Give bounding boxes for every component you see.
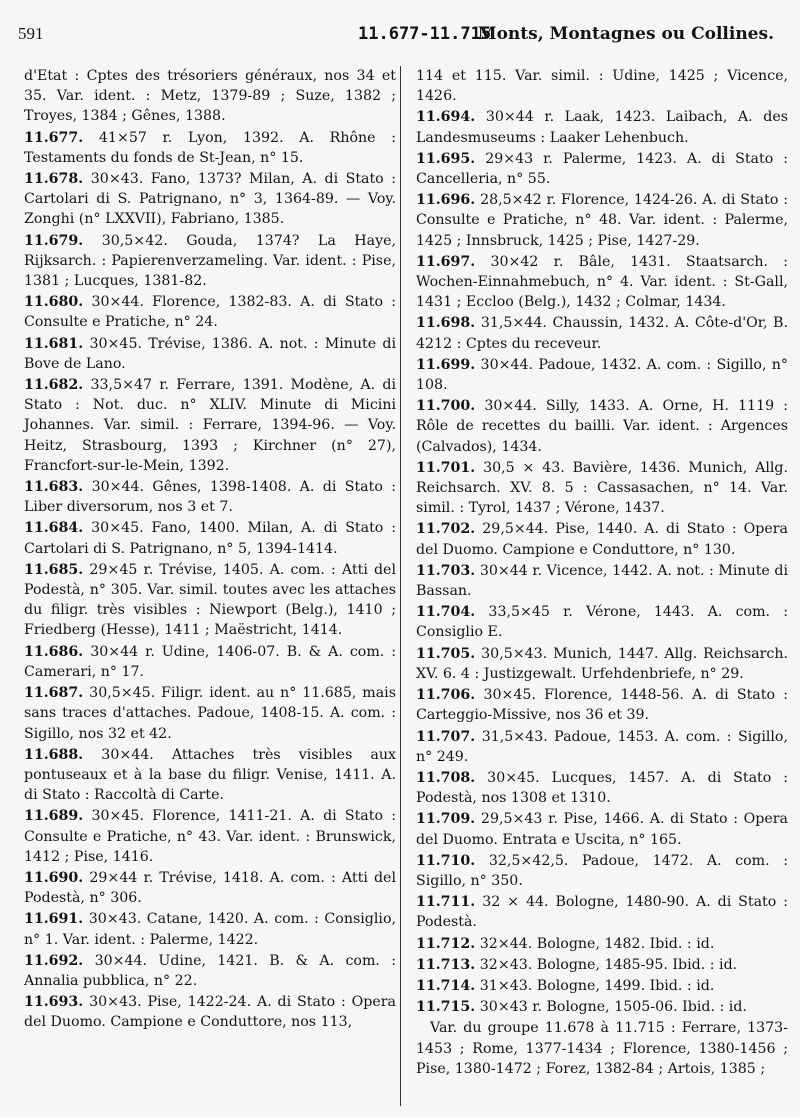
catalog-entry: [416, 976, 788, 996]
entry-number: 11.678.: [24, 171, 84, 188]
catalog-entry: [416, 107, 788, 147]
catalog-entry: [416, 561, 788, 601]
catalog-entry: [24, 375, 396, 476]
catalog-entry: [416, 149, 788, 189]
catalog-entry: [24, 128, 396, 168]
catalog-entry: [24, 951, 396, 991]
entry-text: 32,5×42,5. Padoue, 1472. A. com. : Sigillo, n° 350.: [416, 852, 788, 889]
entry-number: 11.697.: [416, 253, 476, 270]
catalog-entry: [24, 518, 396, 558]
entry-text: Var. du groupe 11.678 à 11.715 : Ferrare, 1373-1453 ; Rome, 1377-1434 ; Florence, 1380-1456 ; Pise, 1380-1472 ; Forez, 1382-84 ; Artois, 1385 ;: [416, 1020, 788, 1077]
entry-text: 32×43. Bologne, 1485-95. Ibid. : id.: [479, 956, 738, 973]
entry-number: 11.696.: [416, 192, 476, 209]
entry-text: 33,5×47 r. Ferrare, 1391. Modène, A. di Stato : Not. duc. n° XLIV. Minute di Micini Johannes. Var. simil. : Ferrare, 1394-96. — Voy. Heitz, Strasbourg, 1393 ; Kirchner (n° 27), Francfort-sur-le-Mein, 1392.: [24, 377, 396, 474]
catalog-entry: [24, 642, 396, 682]
catalog-entry: [24, 66, 396, 127]
entry-text: 30,5×45. Filigr. ident. au n° 11.685, mais sans traces d'attaches. Padoue, 1408-15. A. com. : Sigillo, nos 32 et 42.: [24, 685, 396, 742]
entry-text: 30×44 r. Laak, 1423. Laibach, A. des Landesmuseums : Laaker Lehenbuch.: [416, 109, 788, 146]
entry-number: 11.681.: [24, 335, 84, 352]
entry-number: 11.710.: [416, 852, 476, 869]
entry-text: 30×44 r. Udine, 1406-07. B. & A. com. : Camerari, n° 17.: [24, 643, 396, 680]
entry-text: 30×43. Catane, 1420. A. com. : Consiglio, n° 1. Var. ident. : Palerme, 1422.: [24, 911, 396, 948]
entry-number: 11.711.: [416, 894, 476, 911]
entry-number: 11.693.: [24, 994, 84, 1011]
catalog-entry: [416, 851, 788, 891]
catalog-entry: [416, 685, 788, 725]
entry-number: 11.692.: [24, 952, 84, 969]
catalog-entry: [24, 231, 396, 292]
entry-number: 11.680.: [24, 294, 84, 311]
catalog-entry: [416, 727, 788, 767]
entry-text: 32 × 44. Bologne, 1480-90. A. di Stato : Podestà.: [416, 894, 789, 931]
entry-number: 11.685.: [24, 561, 84, 578]
entry-text: 30×44. Silly, 1433. A. Orne, H. 1119 : Rôle de recettes du bailli. Var. ident. : Argences (Calvados), 1434.: [416, 398, 789, 455]
catalog-entry: [24, 560, 396, 641]
catalog-entry: [416, 644, 788, 684]
entry-number: 11.702.: [416, 521, 476, 538]
entry-number: 11.705.: [416, 645, 476, 662]
entry-text: 30×43. Pise, 1422-24. A. di Stato : Opera del Duomo. Campione e Conduttore, nos 113,: [24, 994, 397, 1031]
entry-number: 11.712.: [416, 935, 476, 952]
entry-number: 11.694.: [416, 109, 476, 126]
entry-text: 30×44. Florence, 1382-83. A. di Stato : Consulte e Pratiche, n° 24.: [24, 294, 396, 331]
entry-number: 11.715.: [416, 999, 476, 1016]
entry-text: 30×45. Trévise, 1386. A. not. : Minute di Bove de Lano.: [24, 335, 396, 372]
catalog-entry: [416, 1018, 788, 1079]
entry-text: 41×57 r. Lyon, 1392. A. Rhône : Testaments du fonds de St-Jean, n° 15.: [24, 129, 396, 166]
entry-text: 31×43. Bologne, 1499. Ibid. : id.: [479, 977, 715, 994]
entry-text: 30×44. Udine, 1421. B. & A. com. : Annalia pubblica, n° 22.: [24, 952, 396, 989]
entry-text: 31,5×43. Padoue, 1453. A. com. : Sigillo, n° 249.: [416, 728, 788, 765]
entry-number: 11.695.: [416, 150, 476, 167]
catalog-entry: [416, 355, 788, 395]
entry-text: 30,5×43. Munich, 1447. Allg. Reichsarch. XV. 6. 4 : Justizgewalt. Urfehdenbriefe, n° 29.: [416, 645, 788, 682]
catalog-entry: [416, 602, 788, 642]
catalog-entry: [24, 992, 396, 1032]
right-column: [416, 66, 788, 1080]
entry-text: 30×45. Florence, 1448-56. A. di Stato : Carteggio-Missive, nos 36 et 39.: [416, 687, 788, 724]
entry-text: 28,5×42 r. Florence, 1424-26. A. di Stato : Consulte e Pratiche, n° 48. Var. ident. : Palerme, 1425 ; Innsbruck, 1425 ; Pise, 1427-29.: [416, 192, 788, 249]
entry-number: 11.688.: [24, 746, 84, 763]
entry-number: 11.703.: [416, 562, 476, 579]
catalog-entry: [24, 909, 396, 949]
catalog-entry: [416, 892, 788, 932]
catalog-entry: [416, 955, 788, 975]
catalog-entry: [416, 997, 788, 1017]
entry-number: 11.679.: [24, 232, 84, 249]
entry-text: 30×44 r. Vicence, 1442. A. not. : Minute di Bassan.: [416, 562, 788, 600]
entry-number: 11.704.: [416, 604, 476, 621]
entry-number: 11.682.: [24, 377, 84, 394]
entry-text: 29,5×43 r. Pise, 1466. A. di Stato : Opera del Duomo. Entrata e Uscita, n° 165.: [416, 811, 788, 848]
entry-number: 11.677.: [24, 129, 84, 146]
entry-number: 11.691.: [24, 911, 84, 928]
entry-text: 30×44. Padoue, 1432. A. com. : Sigillo, n° 108.: [416, 356, 788, 394]
catalog-entry: [24, 868, 396, 908]
catalog-entry: [416, 519, 788, 559]
entry-text: 114 et 115. Var. simil. : Udine, 1425 ; Vicence, 1426.: [416, 68, 788, 105]
column-divider: [400, 66, 401, 1106]
entry-number: 11.689.: [24, 808, 84, 825]
entry-number: 11.698.: [416, 315, 476, 332]
catalog-entry: [24, 169, 396, 230]
entry-number: 11.687.: [24, 685, 84, 702]
entry-number: 11.699.: [416, 356, 476, 373]
catalog-entry: [416, 809, 788, 849]
entry-number: 11.707.: [416, 728, 476, 745]
catalog-entry: [416, 190, 788, 251]
catalog-entry: [416, 313, 788, 353]
entry-text: 30×44. Gênes, 1398-1408. A. di Stato : Liber diversorum, nos 3 et 7.: [24, 479, 396, 516]
entry-number: 11.701.: [416, 459, 476, 476]
entry-text: 29×44 r. Trévise, 1418. A. com. : Atti del Podestà, n° 306.: [24, 869, 396, 907]
entry-number: 11.713.: [416, 956, 476, 973]
entry-text: 30×44. Attaches très visibles aux pontuseaux et à la base du filigr. Venise, 1411. A. di Stato : Raccoltà di Carte.: [24, 746, 396, 804]
entry-number: 11.708.: [416, 769, 476, 786]
entry-text: 30×43. Fano, 1373? Milan, A. di Stato : Cartolari di S. Patrignano, n° 3, 1364-89. — Voy. Zonghi (n° LXXVII), Fabriano, 1385.: [24, 171, 397, 228]
catalog-entry: [416, 458, 788, 519]
entry-text: 30×45. Lucques, 1457. A. di Stato : Podestà, nos 1308 et 1310.: [416, 769, 788, 807]
entry-number: 11.683.: [24, 479, 84, 496]
catalog-entry: [416, 768, 788, 808]
entry-number: 11.684.: [24, 520, 84, 537]
entry-text: 33,5×45 r. Vérone, 1443. A. com. : Consiglio E.: [416, 604, 788, 641]
catalog-entry: [24, 745, 396, 806]
catalog-entry: [416, 396, 788, 457]
entry-text: 30×42 r. Bâle, 1431. Staatsarch. : Wochen-Einnahmebuch, n° 4. Var. ident. : St-Gall, 1431 ; Eccloo (Belg.), 1432 ; Colmar, 1434.: [416, 253, 789, 311]
entry-text: 30,5 × 43. Bavière, 1436. Munich, Allg. Reichsarch. XV. 8. 5 : Cassasachen, n° 14. Var. simil. : Tyrol, 1437 ; Vérone, 1437.: [416, 459, 788, 517]
entry-text: 30×45. Florence, 1411-21. A. di Stato : Consulte e Pratiche, n° 43. Var. ident. : Brunswick, 1412 ; Pise, 1416.: [24, 808, 396, 865]
entry-number: 11.686.: [24, 643, 84, 660]
section-title: Monts, Montagnes ou Collines.: [477, 24, 774, 44]
entry-number: 11.714.: [416, 977, 476, 994]
page-header: [14, 24, 776, 54]
catalog-entry: [416, 934, 788, 954]
catalog-entry: [24, 334, 396, 374]
catalog-entry: [416, 252, 788, 313]
page-number: 591: [18, 24, 44, 43]
catalog-entry: [24, 292, 396, 332]
catalog-entry: [24, 806, 396, 867]
entry-text: 29×43 r. Palerme, 1423. A. di Stato : Cancelleria, n° 55.: [416, 150, 788, 188]
entry-text: d'Etat : Cptes des trésoriers généraux, nos 34 et 35. Var. ident. : Metz, 1379-89 ; Suze, 1382 ; Troyes, 1384 ; Gênes, 1388.: [24, 68, 396, 125]
catalog-entry: [24, 683, 396, 744]
entry-range: 11.677-11.715: [358, 24, 492, 44]
entry-text: 32×44. Bologne, 1482. Ibid. : id.: [479, 935, 715, 952]
entry-number: 11.690.: [24, 869, 84, 886]
left-column: [24, 66, 396, 1034]
entry-text: 31,5×44. Chaussin, 1432. A. Côte-d'Or, B. 4212 : Cptes du receveur.: [416, 315, 788, 352]
entry-text: 30×45. Fano, 1400. Milan, A. di Stato : Cartolari di S. Patrignano, n° 5, 1394-1414.: [24, 520, 396, 557]
entry-number: 11.706.: [416, 687, 476, 704]
entry-text: 30×43 r. Bologne, 1505-06. Ibid. : id.: [479, 999, 747, 1016]
entry-text: 30,5×42. Gouda, 1374? La Haye, Rijksarch. : Papierenverzameling. Var. ident. : Pise, 1381 ; Lucques, 1381-82.: [24, 232, 396, 290]
entry-number: 11.700.: [416, 398, 476, 415]
catalog-entry: [24, 477, 396, 517]
entry-number: 11.709.: [416, 811, 476, 828]
catalog-entry: [416, 66, 788, 106]
entry-text: 29,5×44. Pise, 1440. A. di Stato : Opera del Duomo. Campione e Conduttore, n° 130.: [416, 521, 788, 558]
entry-text: 29×45 r. Trévise, 1405. A. com. : Atti del Podestà, n° 305. Var. simil. toutes avec les attaches du filigr. très visibles : Niewport (Belg.), 1410 ; Friedberg (Hesse), 1411 ; Maëstricht, 1414.: [24, 561, 396, 639]
